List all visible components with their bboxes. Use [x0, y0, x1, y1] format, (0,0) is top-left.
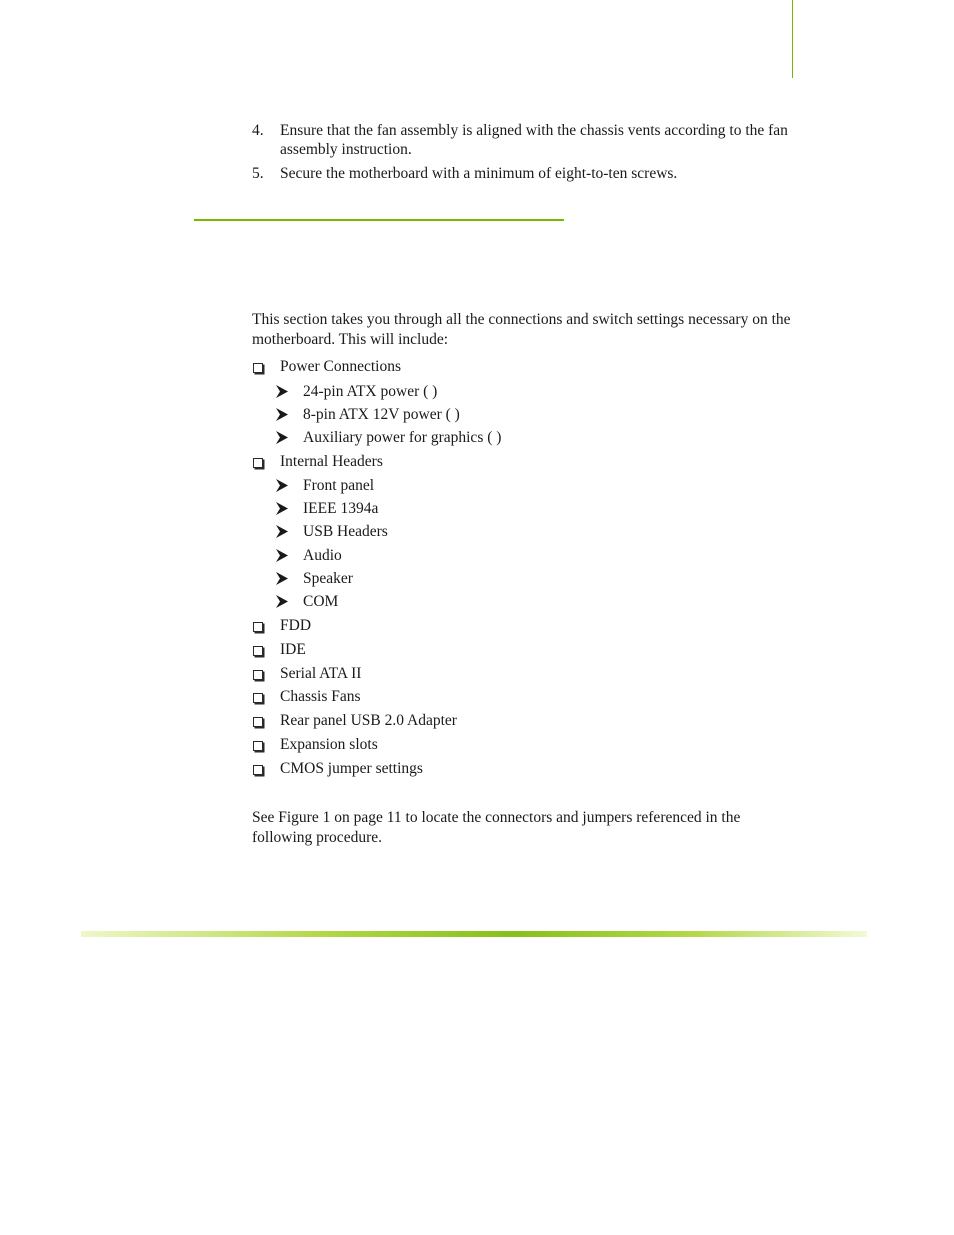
checkbox-square-icon: [253, 741, 263, 751]
closing-paragraph: See Figure 1 on page 11 to locate the connectors and jumpers referenced in the following procedure.: [252, 809, 741, 846]
arrowhead-icon: [275, 525, 289, 538]
list-item: Chassis Fans: [280, 688, 361, 705]
list-item: Serial ATA II: [280, 665, 362, 682]
checkbox-square-icon: [253, 717, 263, 727]
sub-list-item: Speaker: [303, 570, 353, 587]
arrowhead-icon: [275, 595, 289, 608]
checkbox-square-icon: [253, 458, 263, 468]
checkbox-square-icon: [253, 363, 263, 373]
sub-list-item: Front panel: [303, 477, 375, 494]
list-item: Power Connections: [280, 358, 401, 375]
arrowhead-icon: [275, 502, 289, 515]
arrowhead-icon: [275, 479, 289, 492]
checkbox-square-icon: [253, 646, 263, 656]
list-item: Expansion slots: [280, 736, 378, 753]
list-item: Rear panel USB 2.0 Adapter: [280, 712, 457, 729]
intro-paragraph: This section takes you through all the connections and switch settings necessary on the motherboard. This will include:: [252, 311, 791, 348]
footer-gradient-bar: [81, 931, 867, 937]
section-heading-rule: [194, 219, 564, 221]
step-number: 4.: [252, 122, 264, 139]
step-text: Ensure that the fan assembly is aligned with the chassis vents according to the fan assembly instruction.: [280, 122, 788, 158]
header-vertical-rule: [792, 0, 793, 78]
sub-list-item: Auxiliary power for graphics ( ): [303, 429, 502, 446]
checkbox-square-icon: [253, 765, 263, 775]
sub-list-item: USB Headers: [303, 523, 388, 540]
arrowhead-icon: [275, 408, 289, 421]
arrowhead-icon: [275, 385, 289, 398]
sub-list-item: COM: [303, 593, 339, 610]
list-item: CMOS jumper settings: [280, 760, 423, 777]
sub-list-item: 8-pin ATX 12V power ( ): [303, 406, 460, 423]
list-item: Internal Headers: [280, 453, 383, 470]
checkbox-square-icon: [253, 693, 263, 703]
list-item: IDE: [280, 641, 306, 658]
step-number: 5.: [252, 165, 264, 182]
arrowhead-icon: [275, 572, 289, 585]
step-text: Secure the motherboard with a minimum of eight-to-ten screws.: [280, 165, 678, 182]
sub-list-item: IEEE 1394a: [303, 500, 379, 517]
sub-list-item: 24-pin ATX power ( ): [303, 383, 438, 400]
arrowhead-icon: [275, 431, 289, 444]
list-item: FDD: [280, 617, 312, 634]
sub-list-item: Audio: [303, 547, 342, 564]
arrowhead-icon: [275, 549, 289, 562]
checkbox-square-icon: [253, 622, 263, 632]
checkbox-square-icon: [253, 670, 263, 680]
